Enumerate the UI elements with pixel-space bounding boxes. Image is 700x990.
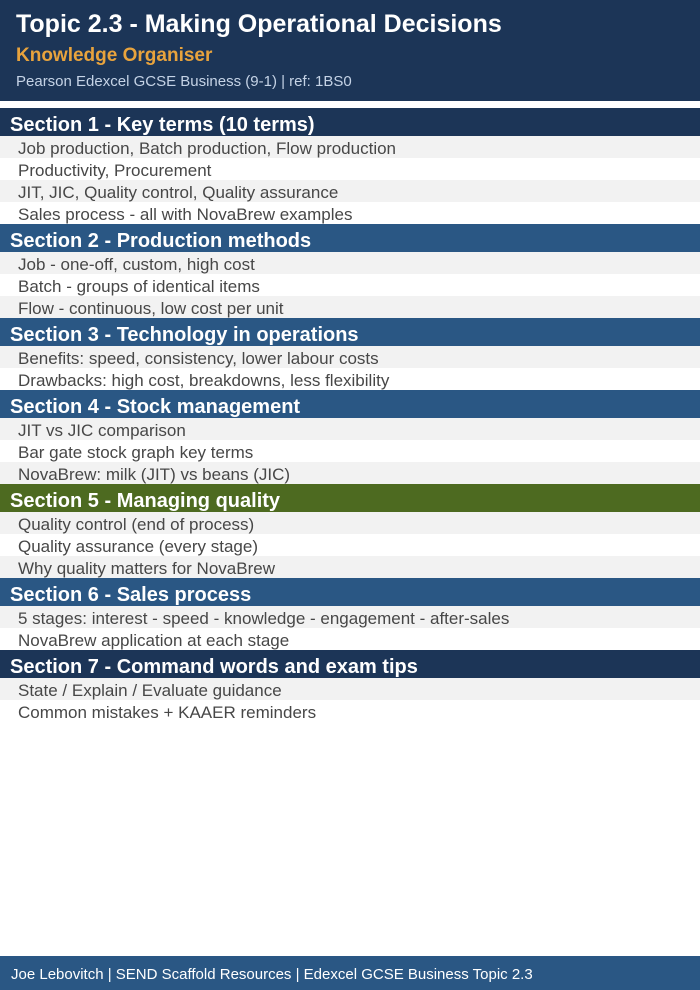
section-item: NovaBrew: milk (JIT) vs beans (JIC) bbox=[0, 462, 700, 484]
section-block bbox=[0, 108, 700, 224]
section-block bbox=[0, 318, 700, 390]
section-item: State / Explain / Evaluate guidance bbox=[0, 678, 700, 700]
section-item: Sales process - all with NovaBrew examples bbox=[0, 202, 700, 224]
section-item: Why quality matters for NovaBrew bbox=[0, 556, 700, 578]
section-item: JIT, JIC, Quality control, Quality assurance bbox=[0, 180, 700, 202]
section-heading: Section 7 - Command words and exam tips bbox=[0, 650, 700, 678]
section-block bbox=[0, 578, 700, 650]
section-item: Productivity, Procurement bbox=[0, 158, 700, 180]
section-block bbox=[0, 650, 700, 722]
section-item: Quality control (end of process) bbox=[0, 512, 700, 534]
section-block bbox=[0, 390, 700, 484]
section-heading: Section 6 - Sales process bbox=[0, 578, 700, 606]
specification-reference: Pearson Edexcel GCSE Business (9-1) | ref: 1BS0 bbox=[16, 73, 352, 90]
section-heading: Section 3 - Technology in operations bbox=[0, 318, 700, 346]
section-heading: Section 5 - Managing quality bbox=[0, 484, 700, 512]
section-list bbox=[0, 108, 700, 722]
section-item: Job production, Batch production, Flow production bbox=[0, 136, 700, 158]
section-block bbox=[0, 484, 700, 578]
section-item: Drawbacks: high cost, breakdowns, less flexibility bbox=[0, 368, 700, 390]
section-item: Bar gate stock graph key terms bbox=[0, 440, 700, 462]
page-footer bbox=[0, 956, 700, 990]
footer-credit: Joe Lebovitch | SEND Scaffold Resources | Edexcel GCSE Business Topic 2.3 bbox=[11, 966, 533, 983]
section-heading: Section 4 - Stock management bbox=[0, 390, 700, 418]
section-item: JIT vs JIC comparison bbox=[0, 418, 700, 440]
section-item: Batch - groups of identical items bbox=[0, 274, 700, 296]
section-item: Flow - continuous, low cost per unit bbox=[0, 296, 700, 318]
section-item: Common mistakes + KAAER reminders bbox=[0, 700, 700, 722]
section-item: Benefits: speed, consistency, lower labour costs bbox=[0, 346, 700, 368]
section-block bbox=[0, 224, 700, 318]
section-item: 5 stages: interest - speed - knowledge - engagement - after-sales bbox=[0, 606, 700, 628]
section-heading: Section 1 - Key terms (10 terms) bbox=[0, 108, 700, 136]
page-subtitle: Knowledge Organiser bbox=[16, 45, 213, 66]
section-item: NovaBrew application at each stage bbox=[0, 628, 700, 650]
page-header bbox=[0, 0, 700, 101]
section-heading: Section 2 - Production methods bbox=[0, 224, 700, 252]
section-item: Quality assurance (every stage) bbox=[0, 534, 700, 556]
section-item: Job - one-off, custom, high cost bbox=[0, 252, 700, 274]
page-title: Topic 2.3 - Making Operational Decisions bbox=[16, 10, 502, 38]
